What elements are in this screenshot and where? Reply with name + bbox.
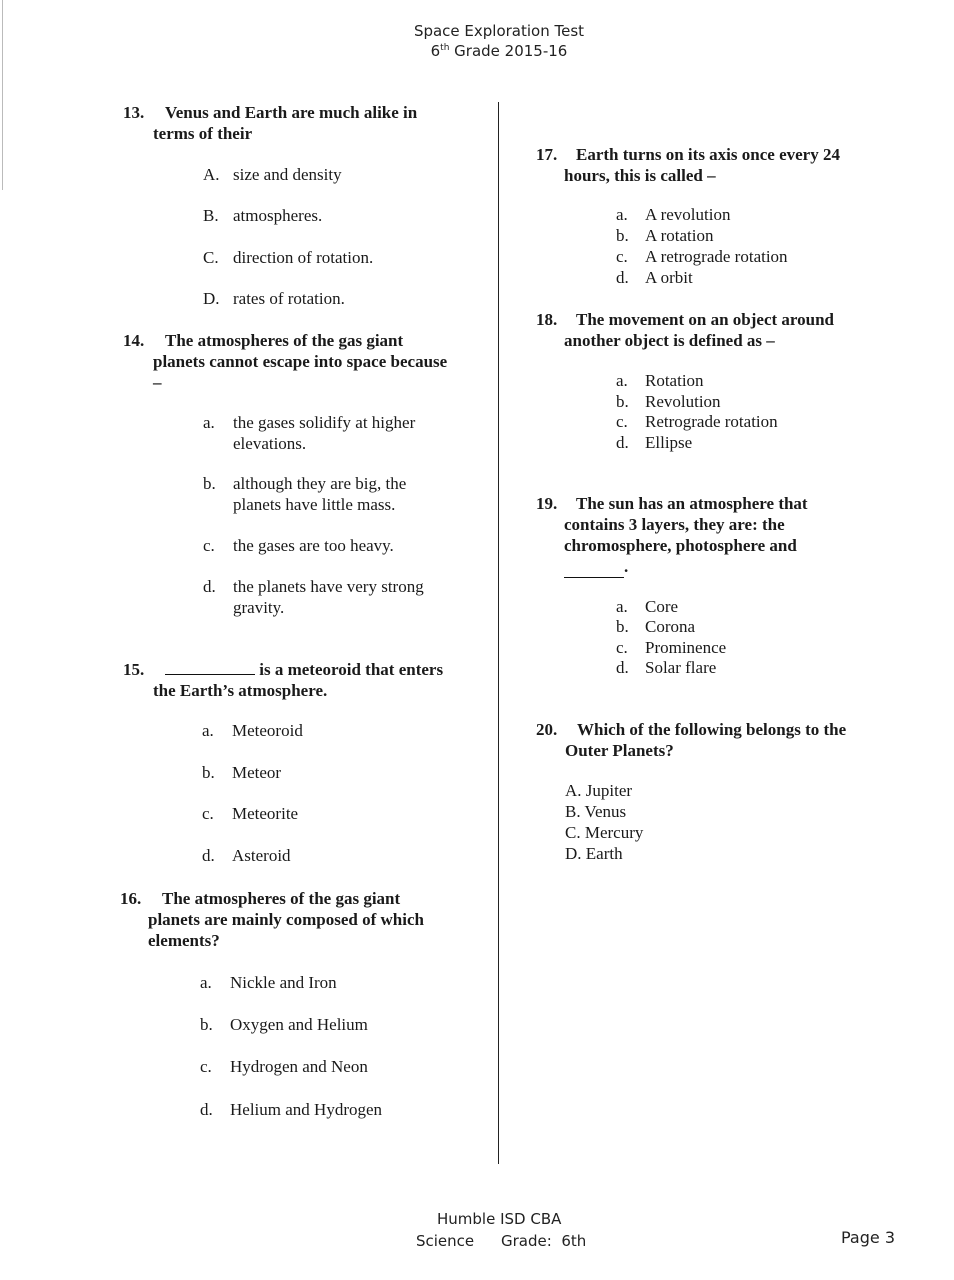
page-number: Page 3	[841, 1228, 895, 1247]
question-text: Outer Planets?	[565, 741, 674, 760]
question-18	[536, 309, 834, 351]
question-text: The movement on an object around	[576, 310, 834, 329]
question-number: 16.	[120, 889, 142, 908]
question-17	[536, 144, 840, 186]
question-number: 15.	[123, 660, 145, 679]
question-text: The sun has an atmosphere that	[576, 494, 808, 513]
question-text: contains 3 layers, they are: the	[564, 515, 785, 534]
option: D. Earth	[565, 844, 623, 863]
question-text: Venus and Earth are much alike in	[165, 103, 418, 122]
question-text: the Earth’s atmosphere.	[153, 681, 328, 700]
question-text: elements?	[148, 931, 220, 950]
question-number: 18.	[536, 310, 558, 329]
question-19: 19. The sun has an atmosphere that contains 3 layers, they are: the chromosphere, photosphere and .	[536, 494, 808, 576]
question-14	[123, 330, 447, 393]
question-text: hours, this is called –	[564, 166, 716, 185]
test-grade-year: 6th Grade 2015-16	[430, 42, 568, 60]
question-text: The atmospheres of the gas giant	[165, 331, 404, 350]
answer-blank	[165, 674, 255, 675]
question-13	[123, 102, 417, 144]
question-number: 19.	[536, 494, 558, 513]
question-16	[120, 888, 424, 951]
question-text: Which of the following belongs to the	[577, 720, 847, 739]
scan-edge-line	[2, 0, 3, 190]
question-number: 13.	[123, 103, 145, 122]
option: A. Jupiter	[565, 781, 633, 800]
footer-org: Humble ISD CBA	[437, 1210, 562, 1228]
question-text: another object is defined as –	[564, 331, 775, 350]
question-text: planets are mainly composed of which	[148, 910, 424, 929]
question-text: The atmospheres of the gas giant	[162, 889, 401, 908]
question-20	[536, 719, 846, 761]
column-divider	[498, 102, 499, 1164]
option: B. Venus	[565, 802, 627, 821]
question-text: terms of their	[153, 124, 253, 143]
question-number: 17.	[536, 145, 558, 164]
question-text: is a meteoroid that enters	[259, 660, 444, 679]
footer-grade: Grade: 6th	[501, 1232, 587, 1250]
option: C. Mercury	[565, 823, 644, 842]
answer-blank	[564, 556, 624, 578]
question-text: planets cannot escape into space because	[153, 352, 448, 371]
question-text: Earth turns on its axis once every 24	[576, 145, 840, 164]
test-title: Space Exploration Test	[413, 22, 585, 40]
question-number: 20.	[536, 720, 558, 739]
question-15	[123, 659, 443, 701]
question-number: 14.	[123, 331, 145, 350]
question-text: –	[153, 373, 162, 392]
footer-subject: Science	[416, 1232, 475, 1250]
question-text: chromosphere, photosphere and	[564, 536, 797, 555]
